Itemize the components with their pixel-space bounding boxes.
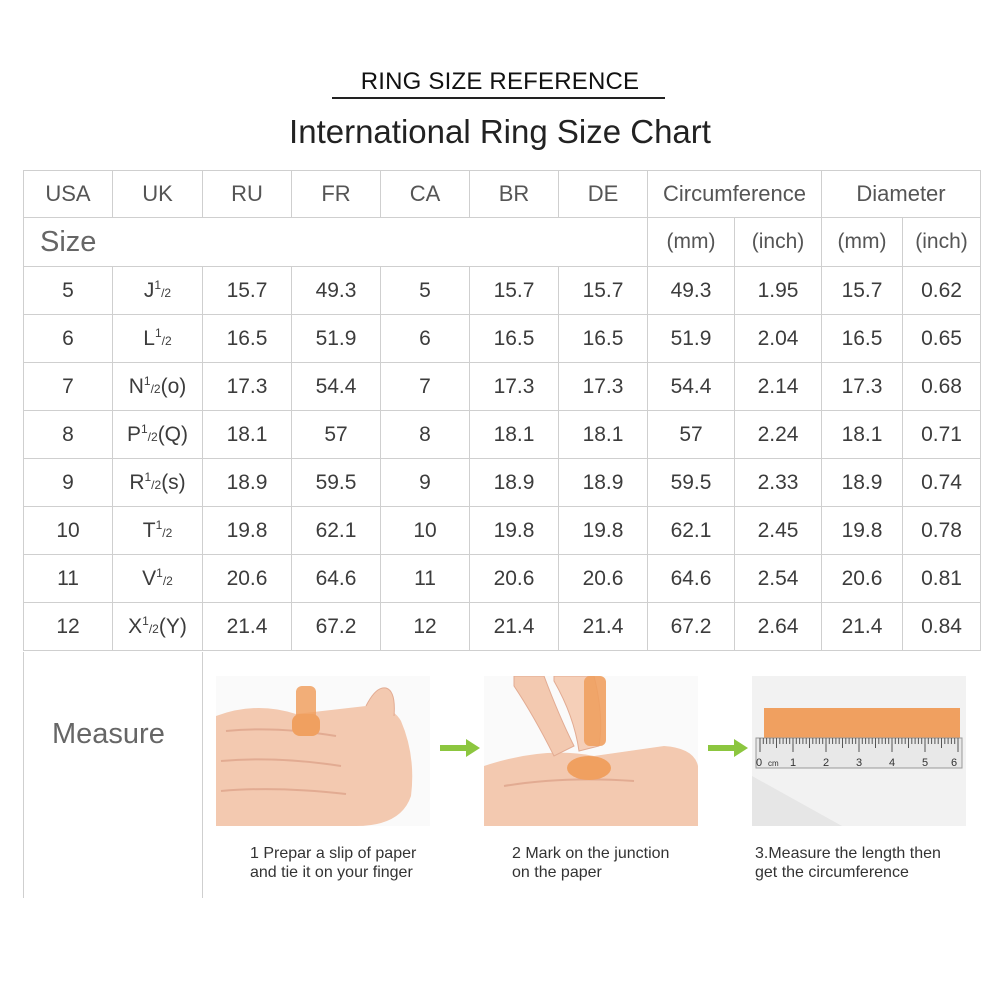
- unit-diam-mm: (mm): [822, 218, 903, 267]
- green-right-arrow-icon: [440, 738, 480, 763]
- cell-circ-mm: 62.1: [648, 507, 735, 555]
- cell-uk: $J^1/2$: [113, 267, 203, 315]
- cell-diam-inch: 0.68: [903, 363, 981, 411]
- cell-usa: 9: [24, 459, 113, 507]
- step-3-illustration: [752, 676, 966, 826]
- step-3-caption-line1: 3.Measure the length then: [755, 845, 941, 862]
- cell-ru: 18.9: [203, 459, 292, 507]
- cell-fr: 57: [292, 411, 381, 459]
- cell-br: 18.9: [470, 459, 559, 507]
- table-row: [24, 411, 981, 459]
- header-uk: UK: [113, 171, 203, 218]
- cell-ru: 20.6: [203, 555, 292, 603]
- cell-br: 17.3: [470, 363, 559, 411]
- cell-ru: 17.3: [203, 363, 292, 411]
- cell-usa: 12: [24, 603, 113, 651]
- table-row: [24, 315, 981, 363]
- cell-br: 19.8: [470, 507, 559, 555]
- cell-diam-inch: 0.71: [903, 411, 981, 459]
- cell-ru: 21.4: [203, 603, 292, 651]
- cell-ca: 5: [381, 267, 470, 315]
- step-2-caption-line1: 2 Mark on the junction: [512, 845, 670, 862]
- header-ca: CA: [381, 171, 470, 218]
- step-1-illustration: [216, 676, 430, 826]
- uk-letter: P: [126, 423, 141, 446]
- size-rows: [24, 267, 981, 651]
- unit-circ-inch: (inch): [735, 218, 822, 267]
- cell-diam-mm: 18.1: [822, 411, 903, 459]
- cell-circ-mm: 51.9: [648, 315, 735, 363]
- cell-fr: 49.3: [292, 267, 381, 315]
- table-row: [24, 603, 981, 651]
- cell-diam-mm: 19.8: [822, 507, 903, 555]
- ruler-label: 0: [756, 757, 763, 769]
- cell-ca: 6: [381, 315, 470, 363]
- cell-circ-inch: 2.04: [735, 315, 822, 363]
- uk-letter: R: [129, 471, 145, 494]
- cell-de: 19.8: [559, 507, 648, 555]
- cell-uk: $L^1/2$: [113, 315, 203, 363]
- header-br: BR: [470, 171, 559, 218]
- ruler-label: 5: [922, 757, 929, 769]
- cell-uk: $V^1/2$: [113, 555, 203, 603]
- cell-circ-inch: 1.95: [735, 267, 822, 315]
- cell-circ-mm: 57: [648, 411, 735, 459]
- cell-circ-inch: 2.14: [735, 363, 822, 411]
- cell-de: 20.6: [559, 555, 648, 603]
- ruler-label: 3: [856, 757, 863, 769]
- cell-circ-inch: 2.64: [735, 603, 822, 651]
- chart-title: International Ring Size Chart: [289, 113, 711, 150]
- cell-diam-inch: 0.74: [903, 459, 981, 507]
- cell-fr: 54.4: [292, 363, 381, 411]
- header-fr: FR: [292, 171, 381, 218]
- uk-letter: N: [128, 375, 144, 398]
- uk-letter: V: [142, 567, 157, 590]
- uk-letter: L: [143, 327, 155, 350]
- header-diameter: Diameter: [822, 171, 981, 218]
- cell-circ-mm: 49.3: [648, 267, 735, 315]
- cell-usa: 5: [24, 267, 113, 315]
- cell-ca: 7: [381, 363, 470, 411]
- uk-letter: X: [128, 615, 143, 638]
- cell-diam-mm: 16.5: [822, 315, 903, 363]
- cell-usa: 11: [24, 555, 113, 603]
- step-3-caption-line2: get the circumference: [755, 864, 909, 881]
- green-right-arrow-icon: [708, 738, 748, 763]
- ruler-label: 1: [790, 757, 797, 769]
- ruler-label: cm: [768, 759, 779, 768]
- cell-uk: $X^1/2(Y)$: [113, 603, 203, 651]
- cell-diam-mm: 18.9: [822, 459, 903, 507]
- cell-diam-mm: 15.7: [822, 267, 903, 315]
- cell-ca: 8: [381, 411, 470, 459]
- cell-de: 18.9: [559, 459, 648, 507]
- cell-diam-inch: 0.62: [903, 267, 981, 315]
- cell-de: 15.7: [559, 267, 648, 315]
- cell-fr: 59.5: [292, 459, 381, 507]
- cell-ca: 11: [381, 555, 470, 603]
- cell-de: 17.3: [559, 363, 648, 411]
- table-row: [24, 267, 981, 315]
- cell-fr: 64.6: [292, 555, 381, 603]
- header-usa: USA: [24, 171, 113, 218]
- cell-br: 21.4: [470, 603, 559, 651]
- cell-circ-inch: 2.45: [735, 507, 822, 555]
- step-2-illustration: [484, 676, 698, 826]
- cell-de: 21.4: [559, 603, 648, 651]
- uk-suffix: (o): [160, 375, 187, 398]
- uk-letter: J: [143, 279, 155, 302]
- measure-label: Measure: [52, 718, 165, 750]
- ring-size-reference-title: RING SIZE REFERENCE: [360, 68, 640, 95]
- header-ru: RU: [203, 171, 292, 218]
- header-row: [24, 171, 981, 218]
- step-1-caption-line2: and tie it on your finger: [250, 864, 413, 881]
- unit-diam-inch: (inch): [903, 218, 981, 267]
- cell-ru: 15.7: [203, 267, 292, 315]
- step-2-caption: [512, 844, 669, 882]
- cell-ca: 12: [381, 603, 470, 651]
- cell-br: 20.6: [470, 555, 559, 603]
- ruler-label: 2: [823, 757, 830, 769]
- title-underline: [332, 97, 665, 99]
- cell-fr: 62.1: [292, 507, 381, 555]
- cell-diam-inch: 0.84: [903, 603, 981, 651]
- uk-suffix: (Y): [158, 615, 187, 638]
- cell-usa: 7: [24, 363, 113, 411]
- table-row: [24, 459, 981, 507]
- table-row: [24, 363, 981, 411]
- size-label: Size: [24, 218, 648, 267]
- cell-diam-mm: 20.6: [822, 555, 903, 603]
- cell-usa: 6: [24, 315, 113, 363]
- cell-uk: $N^1/2(o)$: [113, 363, 203, 411]
- cell-circ-mm: 67.2: [648, 603, 735, 651]
- step-3-caption: [755, 844, 941, 882]
- cell-diam-inch: 0.65: [903, 315, 981, 363]
- cell-diam-inch: 0.78: [903, 507, 981, 555]
- cell-diam-inch: 0.81: [903, 555, 981, 603]
- cell-usa: 10: [24, 507, 113, 555]
- ring-size-table: [23, 170, 981, 651]
- ruler-label: 4: [889, 757, 896, 769]
- cell-br: 18.1: [470, 411, 559, 459]
- cell-fr: 67.2: [292, 603, 381, 651]
- header-circumference: Circumference: [648, 171, 822, 218]
- cell-br: 16.5: [470, 315, 559, 363]
- cell-ru: 18.1: [203, 411, 292, 459]
- ruler-label: 6: [951, 757, 958, 769]
- table-row: [24, 555, 981, 603]
- uk-suffix: (Q): [157, 423, 189, 446]
- cell-uk: $R^1/2(s)$: [113, 459, 203, 507]
- cell-ru: 16.5: [203, 315, 292, 363]
- cell-de: 18.1: [559, 411, 648, 459]
- table-row: [24, 507, 981, 555]
- cell-diam-mm: 21.4: [822, 603, 903, 651]
- step-1-caption-line1: 1 Prepar a slip of paper: [250, 845, 417, 862]
- header-de: DE: [559, 171, 648, 218]
- cell-circ-mm: 59.5: [648, 459, 735, 507]
- cell-uk: $T^1/2$: [113, 507, 203, 555]
- cell-ca: 10: [381, 507, 470, 555]
- cell-uk: $P^1/2(Q)$: [113, 411, 203, 459]
- step-2-caption-line2: on the paper: [512, 864, 602, 881]
- cell-br: 15.7: [470, 267, 559, 315]
- cell-circ-mm: 64.6: [648, 555, 735, 603]
- cell-ca: 9: [381, 459, 470, 507]
- cell-fr: 51.9: [292, 315, 381, 363]
- cell-circ-inch: 2.54: [735, 555, 822, 603]
- cell-circ-inch: 2.33: [735, 459, 822, 507]
- cell-ru: 19.8: [203, 507, 292, 555]
- units-row: [24, 218, 981, 267]
- cell-circ-inch: 2.24: [735, 411, 822, 459]
- unit-circ-mm: (mm): [648, 218, 735, 267]
- step-1-caption: [250, 844, 416, 882]
- cell-circ-mm: 54.4: [648, 363, 735, 411]
- uk-suffix: (s): [161, 471, 186, 494]
- cell-de: 16.5: [559, 315, 648, 363]
- cell-usa: 8: [24, 411, 113, 459]
- uk-letter: T: [142, 519, 156, 542]
- measure-label-cell: [24, 652, 203, 898]
- cell-diam-mm: 17.3: [822, 363, 903, 411]
